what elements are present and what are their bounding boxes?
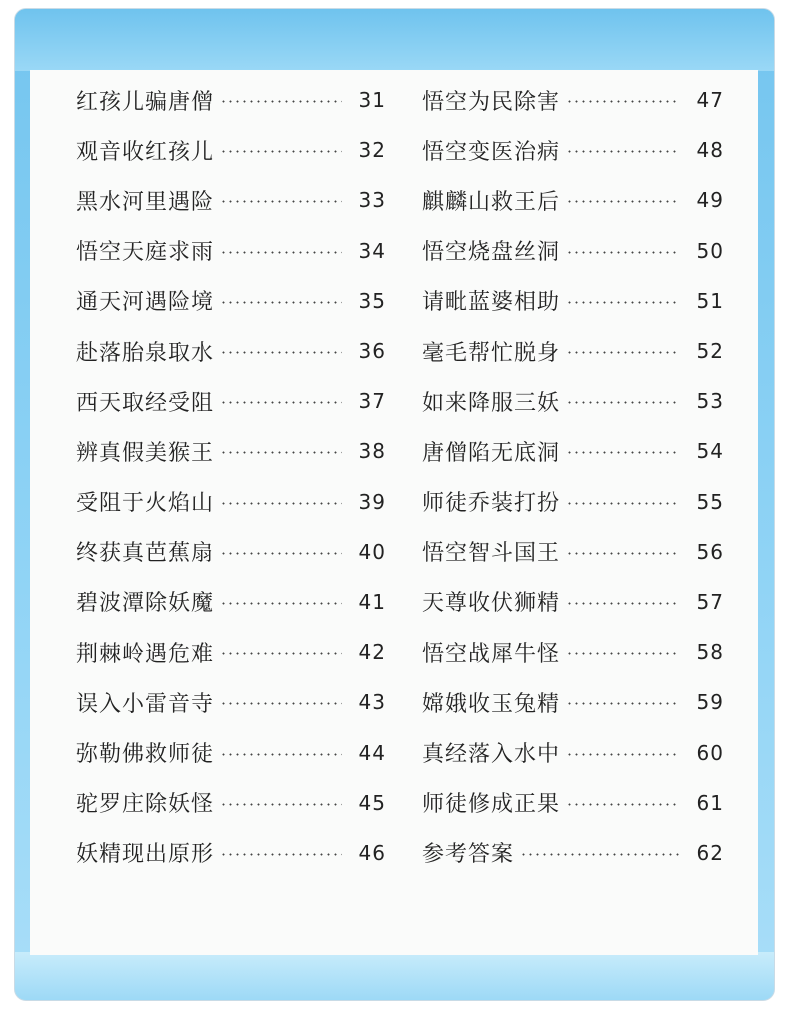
toc-dot-leader xyxy=(566,552,680,555)
toc-entry-page-number: 35 xyxy=(358,288,386,313)
toc-dot-leader xyxy=(566,150,680,153)
toc-entry-title: 妖精现出原形 xyxy=(76,842,215,868)
toc-dot-leader xyxy=(220,753,342,756)
toc-entry-page-number: 56 xyxy=(696,539,724,564)
toc-entry-page-number: 59 xyxy=(696,690,724,715)
toc-entry-title: 受阻于火焰山 xyxy=(76,491,215,517)
toc-dot-leader xyxy=(220,301,342,304)
toc-entry[interactable] xyxy=(76,778,386,828)
toc-entry-page-number: 46 xyxy=(358,840,386,865)
toc-entry[interactable] xyxy=(422,276,724,326)
toc-entry-page-number: 50 xyxy=(696,238,724,263)
toc-dot-leader xyxy=(566,803,680,806)
toc-entry-page-number: 43 xyxy=(358,690,386,715)
toc-entry[interactable] xyxy=(422,778,724,828)
toc-dot-leader xyxy=(566,451,680,454)
toc-entry-title: 请毗蓝婆相助 xyxy=(422,290,561,316)
toc-entry-page-number: 55 xyxy=(696,489,724,514)
toc-dot-leader xyxy=(220,552,342,555)
toc-entry[interactable] xyxy=(76,828,386,878)
toc-entry[interactable] xyxy=(422,527,724,577)
toc-entry-page-number: 60 xyxy=(696,740,724,765)
toc-entry-title: 驼罗庄除妖怪 xyxy=(76,792,215,818)
toc-entry-title: 唐僧陷无底洞 xyxy=(422,440,561,466)
toc-entry-page-number: 37 xyxy=(358,389,386,414)
toc-entry[interactable] xyxy=(76,75,386,125)
toc-entry-page-number: 48 xyxy=(696,138,724,163)
toc-dot-leader xyxy=(220,702,342,705)
toc-entry-title: 如来降服三妖 xyxy=(422,390,561,416)
toc-entry[interactable] xyxy=(422,175,724,225)
toc-entry[interactable] xyxy=(422,376,724,426)
toc-entry-title: 悟空智斗国王 xyxy=(422,541,561,567)
toc-entry[interactable] xyxy=(76,426,386,476)
toc-dot-leader xyxy=(220,803,342,806)
toc-entry[interactable] xyxy=(422,125,724,175)
toc-entry-page-number: 41 xyxy=(358,589,386,614)
toc-entry[interactable] xyxy=(76,527,386,577)
toc-entry-page-number: 57 xyxy=(696,589,724,614)
toc-entry-page-number: 31 xyxy=(358,88,386,113)
toc-entry[interactable] xyxy=(76,326,386,376)
toc-entry-page-number: 54 xyxy=(696,439,724,464)
toc-dot-leader xyxy=(566,351,680,354)
toc-column-left xyxy=(76,75,386,878)
toc-dot-leader xyxy=(220,251,342,254)
toc-entry[interactable] xyxy=(422,226,724,276)
toc-entry-title: 麒麟山救王后 xyxy=(422,189,561,215)
toc-entry-page-number: 51 xyxy=(696,288,724,313)
toc-entry-title: 真经落入水中 xyxy=(422,742,561,768)
toc-dot-leader xyxy=(566,702,680,705)
toc-entry-title: 悟空为民除害 xyxy=(422,89,561,115)
toc-entry-title: 师徒乔装打扮 xyxy=(422,491,561,517)
toc-entry-title: 西天取经受阻 xyxy=(76,390,215,416)
toc-entry[interactable] xyxy=(76,677,386,727)
toc-dot-leader xyxy=(220,150,342,153)
toc-entry-title: 终获真芭蕉扇 xyxy=(76,541,215,567)
toc-entry-title: 悟空烧盘丝洞 xyxy=(422,240,561,266)
toc-entry[interactable] xyxy=(422,326,724,376)
toc-entry-title: 荆棘岭遇危难 xyxy=(76,641,215,667)
toc-entry-page-number: 53 xyxy=(696,389,724,414)
toc-entry-title: 弥勒佛救师徒 xyxy=(76,742,215,768)
toc-entry[interactable] xyxy=(76,477,386,527)
toc-dot-leader xyxy=(220,451,342,454)
toc-dot-leader xyxy=(566,251,680,254)
toc-dot-leader xyxy=(566,502,680,505)
top-band xyxy=(15,9,774,71)
toc-entry[interactable] xyxy=(422,627,724,677)
toc-entry-page-number: 44 xyxy=(358,740,386,765)
toc-dot-leader xyxy=(566,602,680,605)
toc-entry[interactable] xyxy=(76,175,386,225)
toc-dot-leader xyxy=(220,351,342,354)
toc-dot-leader xyxy=(220,602,342,605)
toc-entry-page-number: 58 xyxy=(696,640,724,665)
toc-dot-leader xyxy=(520,853,680,856)
toc-entry-title: 碧波潭除妖魔 xyxy=(76,591,215,617)
toc-entry-title: 悟空天庭求雨 xyxy=(76,240,215,266)
bottom-band xyxy=(15,952,774,1000)
toc-entry-title: 通天河遇险境 xyxy=(76,290,215,316)
toc-entry[interactable] xyxy=(76,226,386,276)
toc-entry[interactable] xyxy=(422,828,724,878)
toc-entry-page-number: 47 xyxy=(696,88,724,113)
toc-entry-page-number: 38 xyxy=(358,439,386,464)
toc-entry-title: 辨真假美猴王 xyxy=(76,440,215,466)
toc-entry-page-number: 52 xyxy=(696,339,724,364)
toc-dot-leader xyxy=(566,100,680,103)
toc-entry-title: 师徒修成正果 xyxy=(422,792,561,818)
toc-dot-leader xyxy=(566,652,680,655)
toc-entry-page-number: 42 xyxy=(358,640,386,665)
toc-entry-page-number: 39 xyxy=(358,489,386,514)
toc-dot-leader xyxy=(566,301,680,304)
toc-dot-leader xyxy=(220,200,342,203)
toc-entry-page-number: 61 xyxy=(696,790,724,815)
toc-column-right xyxy=(422,75,724,878)
toc-entry-title: 赴落胎泉取水 xyxy=(76,340,215,366)
toc-entry-page-number: 34 xyxy=(358,238,386,263)
toc-entry[interactable] xyxy=(76,276,386,326)
toc-entry[interactable] xyxy=(422,727,724,777)
toc-entry-page-number: 36 xyxy=(358,339,386,364)
toc-entry-title: 嫦娥收玉兔精 xyxy=(422,691,561,717)
toc-entry[interactable] xyxy=(422,677,724,727)
toc-dot-leader xyxy=(220,502,342,505)
toc-dot-leader xyxy=(566,753,680,756)
toc-entry-page-number: 49 xyxy=(696,188,724,213)
toc-entry-title: 悟空战犀牛怪 xyxy=(422,641,561,667)
toc-entry-page-number: 33 xyxy=(358,188,386,213)
toc-entry-page-number: 45 xyxy=(358,790,386,815)
toc-entry[interactable] xyxy=(422,426,724,476)
toc-dot-leader xyxy=(220,853,342,856)
toc-entry[interactable] xyxy=(76,627,386,677)
toc-entry-page-number: 62 xyxy=(696,840,724,865)
toc-entry-page-number: 40 xyxy=(358,539,386,564)
toc-entry[interactable] xyxy=(422,477,724,527)
toc-entry[interactable] xyxy=(76,727,386,777)
toc-dot-leader xyxy=(566,401,680,404)
toc-entry[interactable] xyxy=(76,577,386,627)
toc-entry[interactable] xyxy=(422,577,724,627)
toc-entry-title: 毫毛帮忙脱身 xyxy=(422,340,561,366)
toc-entry[interactable] xyxy=(76,125,386,175)
toc-entry-page-number: 32 xyxy=(358,138,386,163)
toc-entry[interactable] xyxy=(422,75,724,125)
toc-entry-title: 红孩儿骗唐僧 xyxy=(76,89,215,115)
toc-entry-title: 黑水河里遇险 xyxy=(76,189,215,215)
toc-dot-leader xyxy=(220,401,342,404)
toc-entry-title: 误入小雷音寺 xyxy=(76,691,215,717)
toc-entry[interactable] xyxy=(76,376,386,426)
toc-dot-leader xyxy=(220,100,342,103)
toc-dot-leader xyxy=(220,652,342,655)
toc-entry-title: 参考答案 xyxy=(422,842,515,868)
toc-entry-title: 观音收红孩儿 xyxy=(76,139,215,165)
toc-entry-title: 悟空变医治病 xyxy=(422,139,561,165)
toc-entry-title: 天尊收伏狮精 xyxy=(422,591,561,617)
toc-dot-leader xyxy=(566,200,680,203)
